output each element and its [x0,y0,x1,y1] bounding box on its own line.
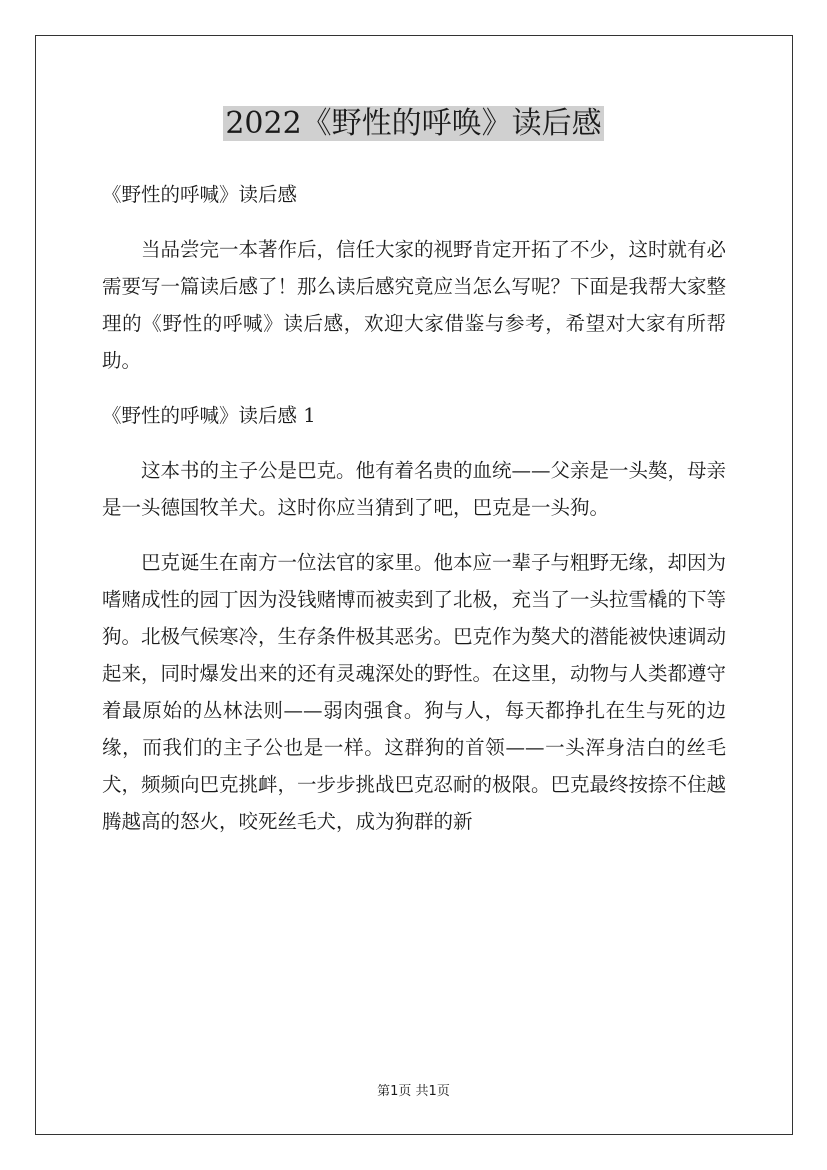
paragraph: 这本书的主子公是巴克。他有着名贵的血统——父亲是一头獒，母亲是一头德国牧羊犬。这时你应当猜到了吧，巴克是一头狗。 [102,459,727,519]
paragraph: 巴克诞生在南方一位法官的家里。他本应一辈子与粗野无缘，却因为嗜赌成性的园丁因为没钱赌博而被卖到了北极，充当了一头拉雪橇的下等狗。北极气候寒冷，生存条件极其恶劣。巴克作为獒犬的潜能被快速调动起来，同时爆发出来的还有灵魂深处的野性。在这里，动物与人类都遵守着最原始的丛林法则——弱肉强食。狗与人，每天都挣扎在生与死的边缘，而我们的主子公也是一样。这群狗的首领——一头浑身洁白的丝毛犬，频频向巴克挑衅，一步步挑战巴克忍耐的极限。巴克最终按捺不住越腾越高的怒火，咬死丝毛犬，成为狗群的新 [102,551,727,833]
paragraph: 当品尝完一本著作后，信任大家的视野肯定开拓了不少，这时就有必需要写一篇读后感了！那么读后感究竟应当怎么写呢？下面是我帮大家整理的《野性的呼喊》读后感，欢迎大家借鉴与参考，希望对大家有所帮助。 [102,238,727,372]
document-body [102,176,726,858]
section-heading: 《野性的呼喊》读后感 1 [102,404,316,427]
section-heading: 《野性的呼喊》读后感 [102,183,298,206]
document-title [0,104,827,144]
page-footer: 第1页 共1页 [377,1084,450,1099]
document-title-text: 2022《野性的呼唤》读后感 [225,106,602,141]
